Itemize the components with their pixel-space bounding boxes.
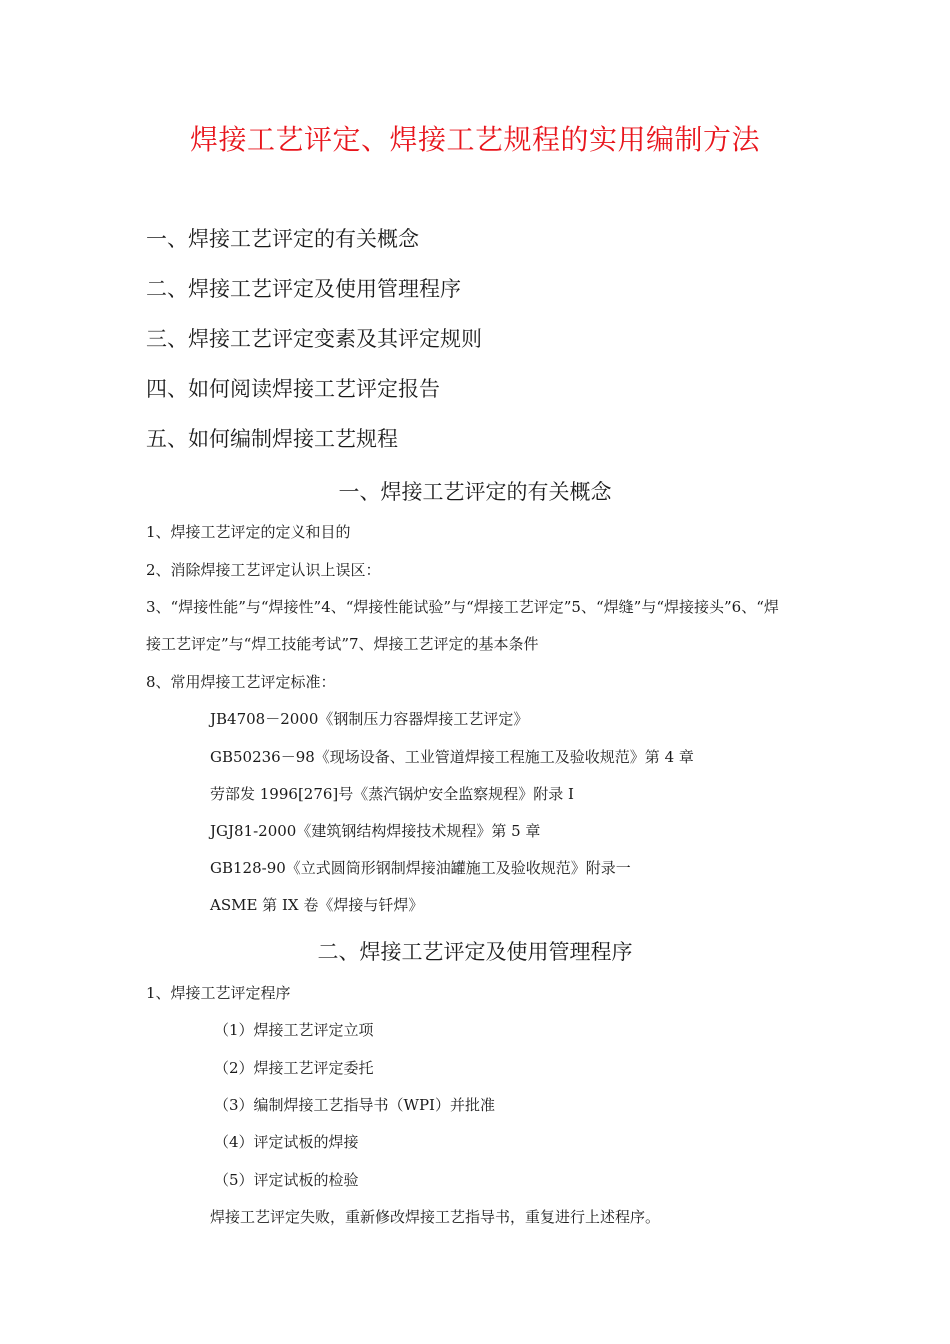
paragraph-line: 8、常用焊接工艺评定标准：	[146, 673, 336, 691]
standard-item: JGJ81-2000《建筑钢结构焊接技术规程》第 5 章	[210, 822, 541, 840]
toc-item: 五、如何编制焊接工艺规程	[146, 427, 398, 451]
section-heading: 一、焊接工艺评定的有关概念	[338, 480, 612, 504]
table-of-contents	[146, 220, 482, 470]
paragraph-line: 3、“焊接性能”与“焊接性”4、“焊接性能试验”与“焊接工艺评定”5、“焊缝”与“焊接接头”6、“焊	[146, 598, 779, 616]
procedure-step: （5）评定试板的检验	[214, 1171, 359, 1189]
standard-item: GB50236－98《现场设备、工业管道焊接工程施工及验收规范》第 4 章	[210, 748, 694, 766]
toc-item: 四、如何阅读焊接工艺评定报告	[146, 377, 440, 401]
standard-item: GB128-90《立式圆筒形钢制焊接油罐施工及验收规范》附录一	[210, 859, 631, 877]
section-heading: 二、焊接工艺评定及使用管理程序	[317, 940, 633, 964]
paragraph-line: 2、消除焊接工艺评定认识上误区：	[146, 561, 381, 579]
paragraph-line: 焊接工艺评定失败，重新修改焊接工艺指导书，重复进行上述程序。	[210, 1208, 661, 1226]
paragraph-line: 1、焊接工艺评定的定义和目的	[146, 523, 351, 541]
procedure-step: （2）焊接工艺评定委托	[214, 1059, 374, 1077]
procedure-step: （1）焊接工艺评定立项	[214, 1021, 374, 1039]
standard-item: JB4708－2000《钢制压力容器焊接工艺评定》	[210, 710, 529, 728]
toc-item: 三、焊接工艺评定变素及其评定规则	[146, 327, 482, 351]
toc-item: 二、焊接工艺评定及使用管理程序	[146, 277, 461, 301]
toc-item: 一、焊接工艺评定的有关概念	[146, 227, 419, 251]
paragraph-line: 接工艺评定”与“焊工技能考试”7、焊接工艺评定的基本条件	[146, 635, 539, 653]
procedure-step: （3）编制焊接工艺指导书（WPI）并批准	[214, 1096, 495, 1114]
paragraph-line: 1、焊接工艺评定程序	[146, 984, 291, 1002]
document-title: 焊接工艺评定、焊接工艺规程的实用编制方法	[189, 123, 760, 156]
standard-item: 劳部发 1996[276]号《蒸汽锅炉安全监察规程》附录 I	[210, 785, 574, 803]
standard-item: ASME 第 IX 卷《焊接与钎焊》	[210, 896, 424, 914]
procedure-step: （4）评定试板的焊接	[214, 1133, 359, 1151]
